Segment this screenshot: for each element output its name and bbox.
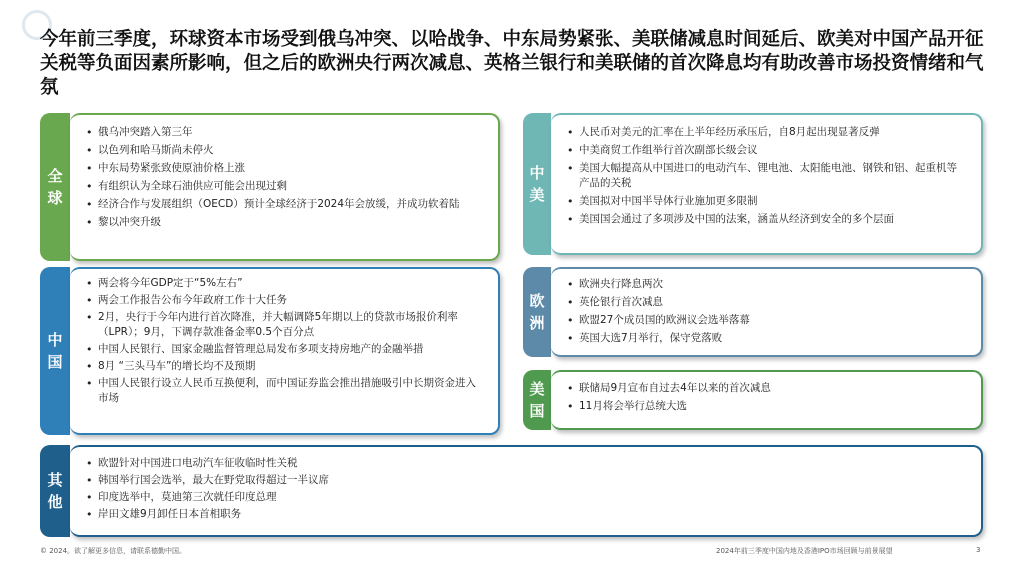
- list-item: • 欧洲央行降息两次: [579, 277, 967, 292]
- panel-china-us-tag: [523, 113, 551, 255]
- list-item: • 美国大幅提高从中国进口的电动汽车、锂电池、太阳能电池、钢铁和铝、起重机等产品的关税: [579, 161, 967, 191]
- panel-europe: [523, 267, 983, 357]
- panel-others-box: [70, 445, 983, 537]
- panel-china-us-list: [551, 115, 981, 236]
- page-title: 今年前三季度，环球资本市场受到俄乌冲突、以哈战争、中东局势紧张、美联储减息时间延后、欧美对中国产品开征关税等负面因素所影响，但之后的欧洲央行两次减息、英格兰银行和美联储的首次降息均有助改善市场投资情绪和气氛: [40, 29, 984, 98]
- list-item: • 欧盟27个成员国的欧洲议会选举落幕: [579, 313, 967, 328]
- list-item: • 有组织认为全球石油供应可能会出现过剩: [98, 179, 484, 194]
- panel-europe-tag: [523, 267, 551, 357]
- list-item: • 黎以冲突升级: [98, 215, 484, 230]
- list-item: • 中国人民银行、国家金融监督管理总局发布多项支持房地产的金融举措: [98, 342, 484, 357]
- list-item: • 印度选举中，莫迪第三次就任印度总理: [98, 490, 967, 505]
- panel-others-tag: [40, 445, 70, 537]
- panel-china-box: [70, 267, 500, 435]
- page-number: 3: [976, 546, 981, 554]
- panel-europe-label: 欧洲: [529, 292, 545, 332]
- list-item: • 中国人民银行设立人民币互换便利，而中国证券监会推出措施吸引中长期资金进入市场: [98, 376, 484, 406]
- panel-europe-box: [551, 267, 983, 357]
- panel-others-label: 其他: [47, 471, 63, 511]
- list-item: • 韩国举行国会选举，最大在野党取得超过一半议席: [98, 473, 967, 488]
- panel-others: [40, 445, 983, 537]
- list-item: • 两会工作报告公布今年政府工作十大任务: [98, 293, 484, 308]
- list-item: • 岸田文雄9月卸任日本首相职务: [98, 507, 967, 522]
- panel-global-tag: [40, 113, 70, 261]
- footer-report-title: 2024年前三季度中国内地及香港IPO市场回顾与前景展望: [716, 547, 893, 555]
- panel-china: [40, 267, 500, 435]
- list-item: • 欧盟针对中国进口电动汽车征收临时性关税: [98, 456, 967, 471]
- list-item: • 英国大选7月举行，保守党落败: [579, 331, 967, 346]
- list-item: • 8月 “三头马车”的增长均不及预期: [98, 359, 484, 374]
- footer-copyright: © 2024。欲了解更多信息，请联系德勤中国。: [40, 547, 187, 555]
- list-item: • 中东局势紧张致使原油价格上涨: [98, 161, 484, 176]
- panel-china-label: 中国: [47, 331, 63, 371]
- panel-usa-box: [551, 370, 983, 430]
- panel-usa: [523, 370, 983, 430]
- list-item: • 美国拟对中国半导体行业施加更多限制: [579, 194, 967, 209]
- panel-global: [40, 113, 500, 261]
- panel-usa-tag: [523, 370, 551, 430]
- panel-china-us: [523, 113, 983, 255]
- panel-usa-list: [551, 372, 981, 423]
- list-item: • 2月，央行于今年内进行首次降准，并大幅调降5年期以上的贷款市场报价利率（LPR）；9月，下调存款准备金率0.5个百分点: [98, 310, 484, 340]
- panel-china-us-label: 中美: [529, 164, 545, 204]
- panel-europe-list: [551, 269, 981, 355]
- list-item: • 两会将今年GDP定于“5%左右”: [98, 276, 484, 291]
- list-item: • 中美商贸工作组举行首次副部长级会议: [579, 143, 967, 158]
- panel-china-tag: [40, 267, 70, 435]
- panel-global-box: [70, 113, 500, 261]
- list-item: • 以色列和哈马斯尚未停火: [98, 143, 484, 158]
- panel-global-label: 全球: [47, 167, 63, 207]
- list-item: • 经济合作与发展组织（OECD）预计全球经济于2024年会放缓，并成功软着陆: [98, 197, 484, 212]
- panel-others-list: [70, 447, 981, 530]
- list-item: • 人民币对美元的汇率在上半年经历承压后，自8月起出现显著反弹: [579, 125, 967, 140]
- list-item: • 联储局9月宣布自过去4年以来的首次减息: [579, 381, 967, 396]
- list-item: • 俄乌冲突踏入第三年: [98, 125, 484, 140]
- panel-china-list: [70, 269, 498, 414]
- panel-china-us-box: [551, 113, 983, 255]
- list-item: • 11月将会举行总统大选: [579, 399, 967, 414]
- list-item: • 美国国会通过了多项涉及中国的法案，涵盖从经济到安全的多个层面: [579, 212, 967, 227]
- panel-usa-label: 美国: [529, 380, 545, 420]
- panel-global-list: [70, 115, 498, 239]
- list-item: • 英伦银行首次减息: [579, 295, 967, 310]
